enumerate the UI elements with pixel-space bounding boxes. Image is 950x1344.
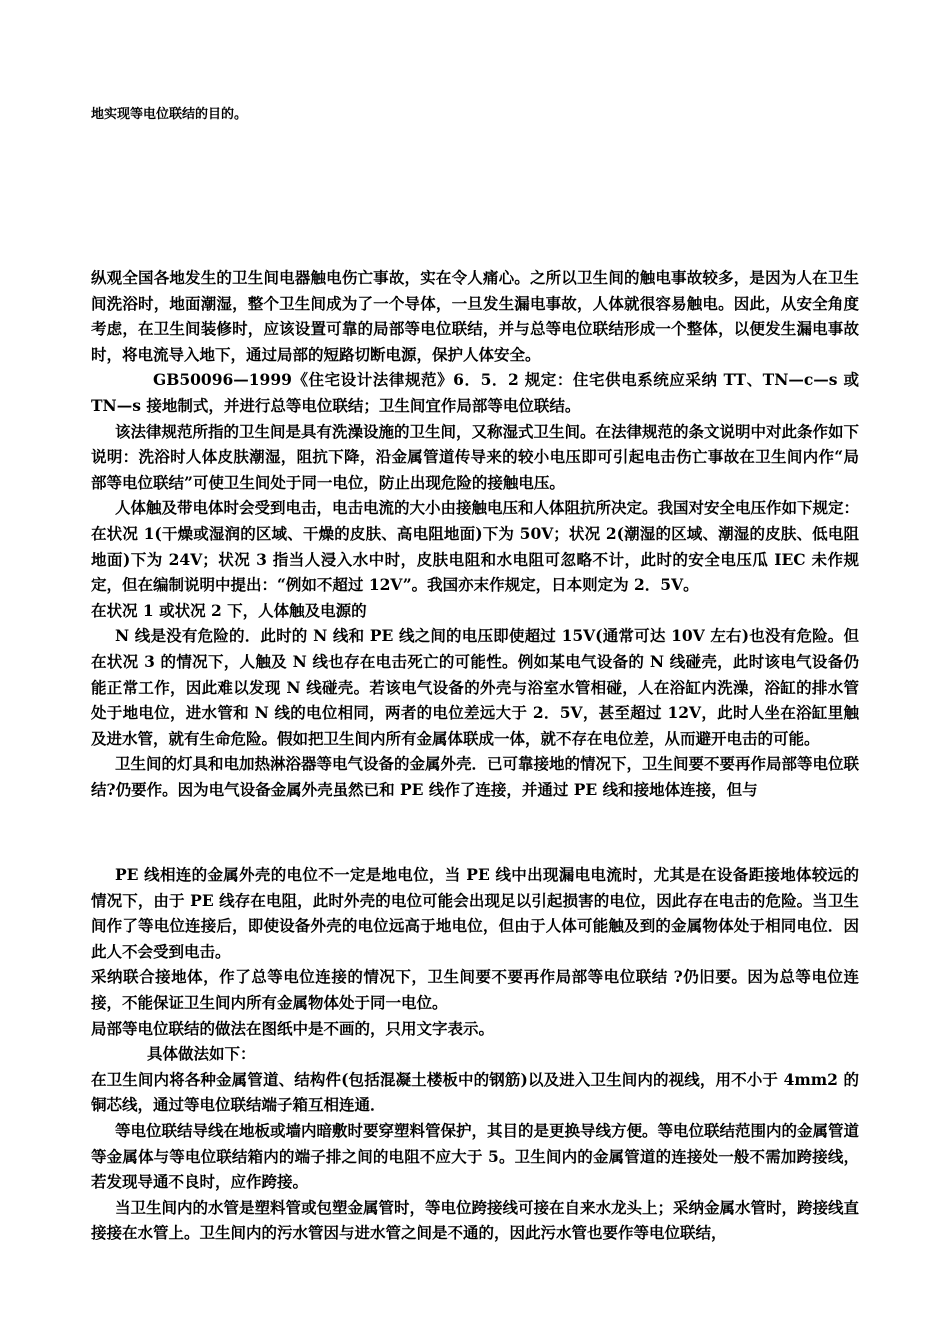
paragraph: 局部等电位联结的做法在图纸中是不画的，只用文字表示。 — [91, 1018, 495, 1038]
paragraph: 该法律规范所指的卫生间是具有洗澡设施的卫生间，又称湿式卫生间。在法律规范的条文说明中对此条作如下说明：洗浴时人体皮肤潮湿，阻抗下降，沿金属管道传导来的较小电压即可引起电击伤亡事故在卫生间内作“局部等电位联结”可使卫生间处于同一电位，防止出现危险的接触电压。 — [91, 421, 860, 492]
paragraph: 在卫生间内将各种金属管道、结构件(包括混凝土楼板中的钢筋)以及进入卫生间内的视线，用不小于 4mm2 的铜芯线，通过等电位联结端子箱互相连通． — [91, 1069, 859, 1115]
paragraph: 具体做法如下： — [147, 1044, 256, 1064]
paragraph: GB50096—1999《住宅设计法律规范》6．5．2 规定：住宅供电系统应采纳 TT、TN—c—s 或 TN—s 接地制式，并进行总等电位联结；卫生间宜作局部等电位联结。 — [91, 370, 859, 415]
paragraph: 采纳联合接地体，作了总等电位连接的情况下，卫生间要不要再作局部等电位联结 ?仍旧要。因为总等电位连接，不能保证卫生间内所有金属物体处于同一电位。 — [91, 967, 859, 1012]
paragraph: 人体触及带电体时会受到电击，电击电流的大小由接触电压和人体阻抗所决定。我国对安全电压作如下规定：在状况 1(干燥或湿润的区域、干燥的皮肤、高电阻地面)下为 50V；状况 2(潮湿的区域、潮湿的皮肤、低电阻地面)下为 24V；状况 3 指当人浸入水中时，皮肤电阻和水电阻可忽略不计，此时的安全电压瓜 IEC 未作规定，但在编制说明中提出：“例如不超过 12V”。我国亦末作规定，日本则定为 2．5V。 — [91, 498, 860, 595]
text-block-1 — [91, 265, 859, 802]
text-block-2 — [91, 862, 859, 1246]
paragraph: N 线是没有危险的．此时的 N 线和 PE 线之间的电压即使超过 15V(通常可达 10V 左右)也没有危险。但在状况 3 的情况下，人触及 N 线也存在电击死亡的可能性。例如某电气设备的 N 线碰壳，此时该电气设备仍能正常工作，因此难以发现 N 线碰壳。若该电气设备的外壳与浴室水管相碰，人在浴缸内洗澡，浴缸的排水管处于地电位，进水管和 N 线的电位相同，两者的电位差远大于 2．5V，甚至超过 12V，此时人坐在浴缸里触及进水管，就有生命危险。假如把卫生间内所有金属体联成一体，就不存在电位差，从而避开电击的可能。 — [91, 626, 859, 748]
paragraph: 等电位联结导线在地板或墙内暗敷时要穿塑料管保护，其目的是更换导线方便。等电位联结范围内的金属管道等金属体与等电位联结箱内的端子排之间的电阻不应大于 5。卫生间内的金属管道的连接处一般不需加跨接线，若发现导通不良时，应作跨接。 — [91, 1120, 860, 1192]
paragraph: 纵观全国各地发生的卫生间电器触电伤亡事故，实在令人痛心。之所以卫生间的触电事故较多，是因为人在卫生间洗浴时，地面潮湿，整个卫生间成为了一个导体，一旦发生漏电事故，人体就很容易触电。因此，从安全角度考虑，在卫生间装修时，应该设置可靠的局部等电位联结，并与总等电位联结形成一个整体，以便发生漏电事故时，将电流导入地下，通过局部的短路切断电源，保护人体安全。 — [91, 268, 859, 364]
paragraph: 当卫生间内的水管是塑料管或包塑金属管时，等电位跨接线可接在自来水龙头上；采纳金属水管时，跨接线直接接在水管上。卫生间内的污水管因与进水管之间是不通的，因此污水管也要作等电位联结， — [91, 1197, 860, 1243]
top-line: 地实现等电位联结的目的。 — [91, 107, 248, 122]
paragraph: 卫生间的灯具和电加热淋浴器等电气设备的金属外壳．已可靠接地的情况下，卫生间要不要再作局部等电位联结?仍要作。因为电气设备金属外壳虽然已和 PE 线作了连接，并通过 PE 线和接地体连接，但与 — [91, 754, 860, 799]
paragraph: 在状况 1 或状况 2 下，人体触及电源的 — [91, 600, 367, 620]
paragraph: PE 线相连的金属外壳的电位不一定是地电位，当 PE 线中出现漏电电流时，尤其是在设备距接地体较远的情况下，由于 PE 线存在电阻，此时外壳的电位可能会出现足以引起损害的电位，因此存在电击的危险。当卫生间作了等电位连接后，即使设备外壳的电位远高于地电位，但由于人体可能触及到的金属物体处于相同电位．因此人不会受到电击。 — [91, 865, 859, 961]
